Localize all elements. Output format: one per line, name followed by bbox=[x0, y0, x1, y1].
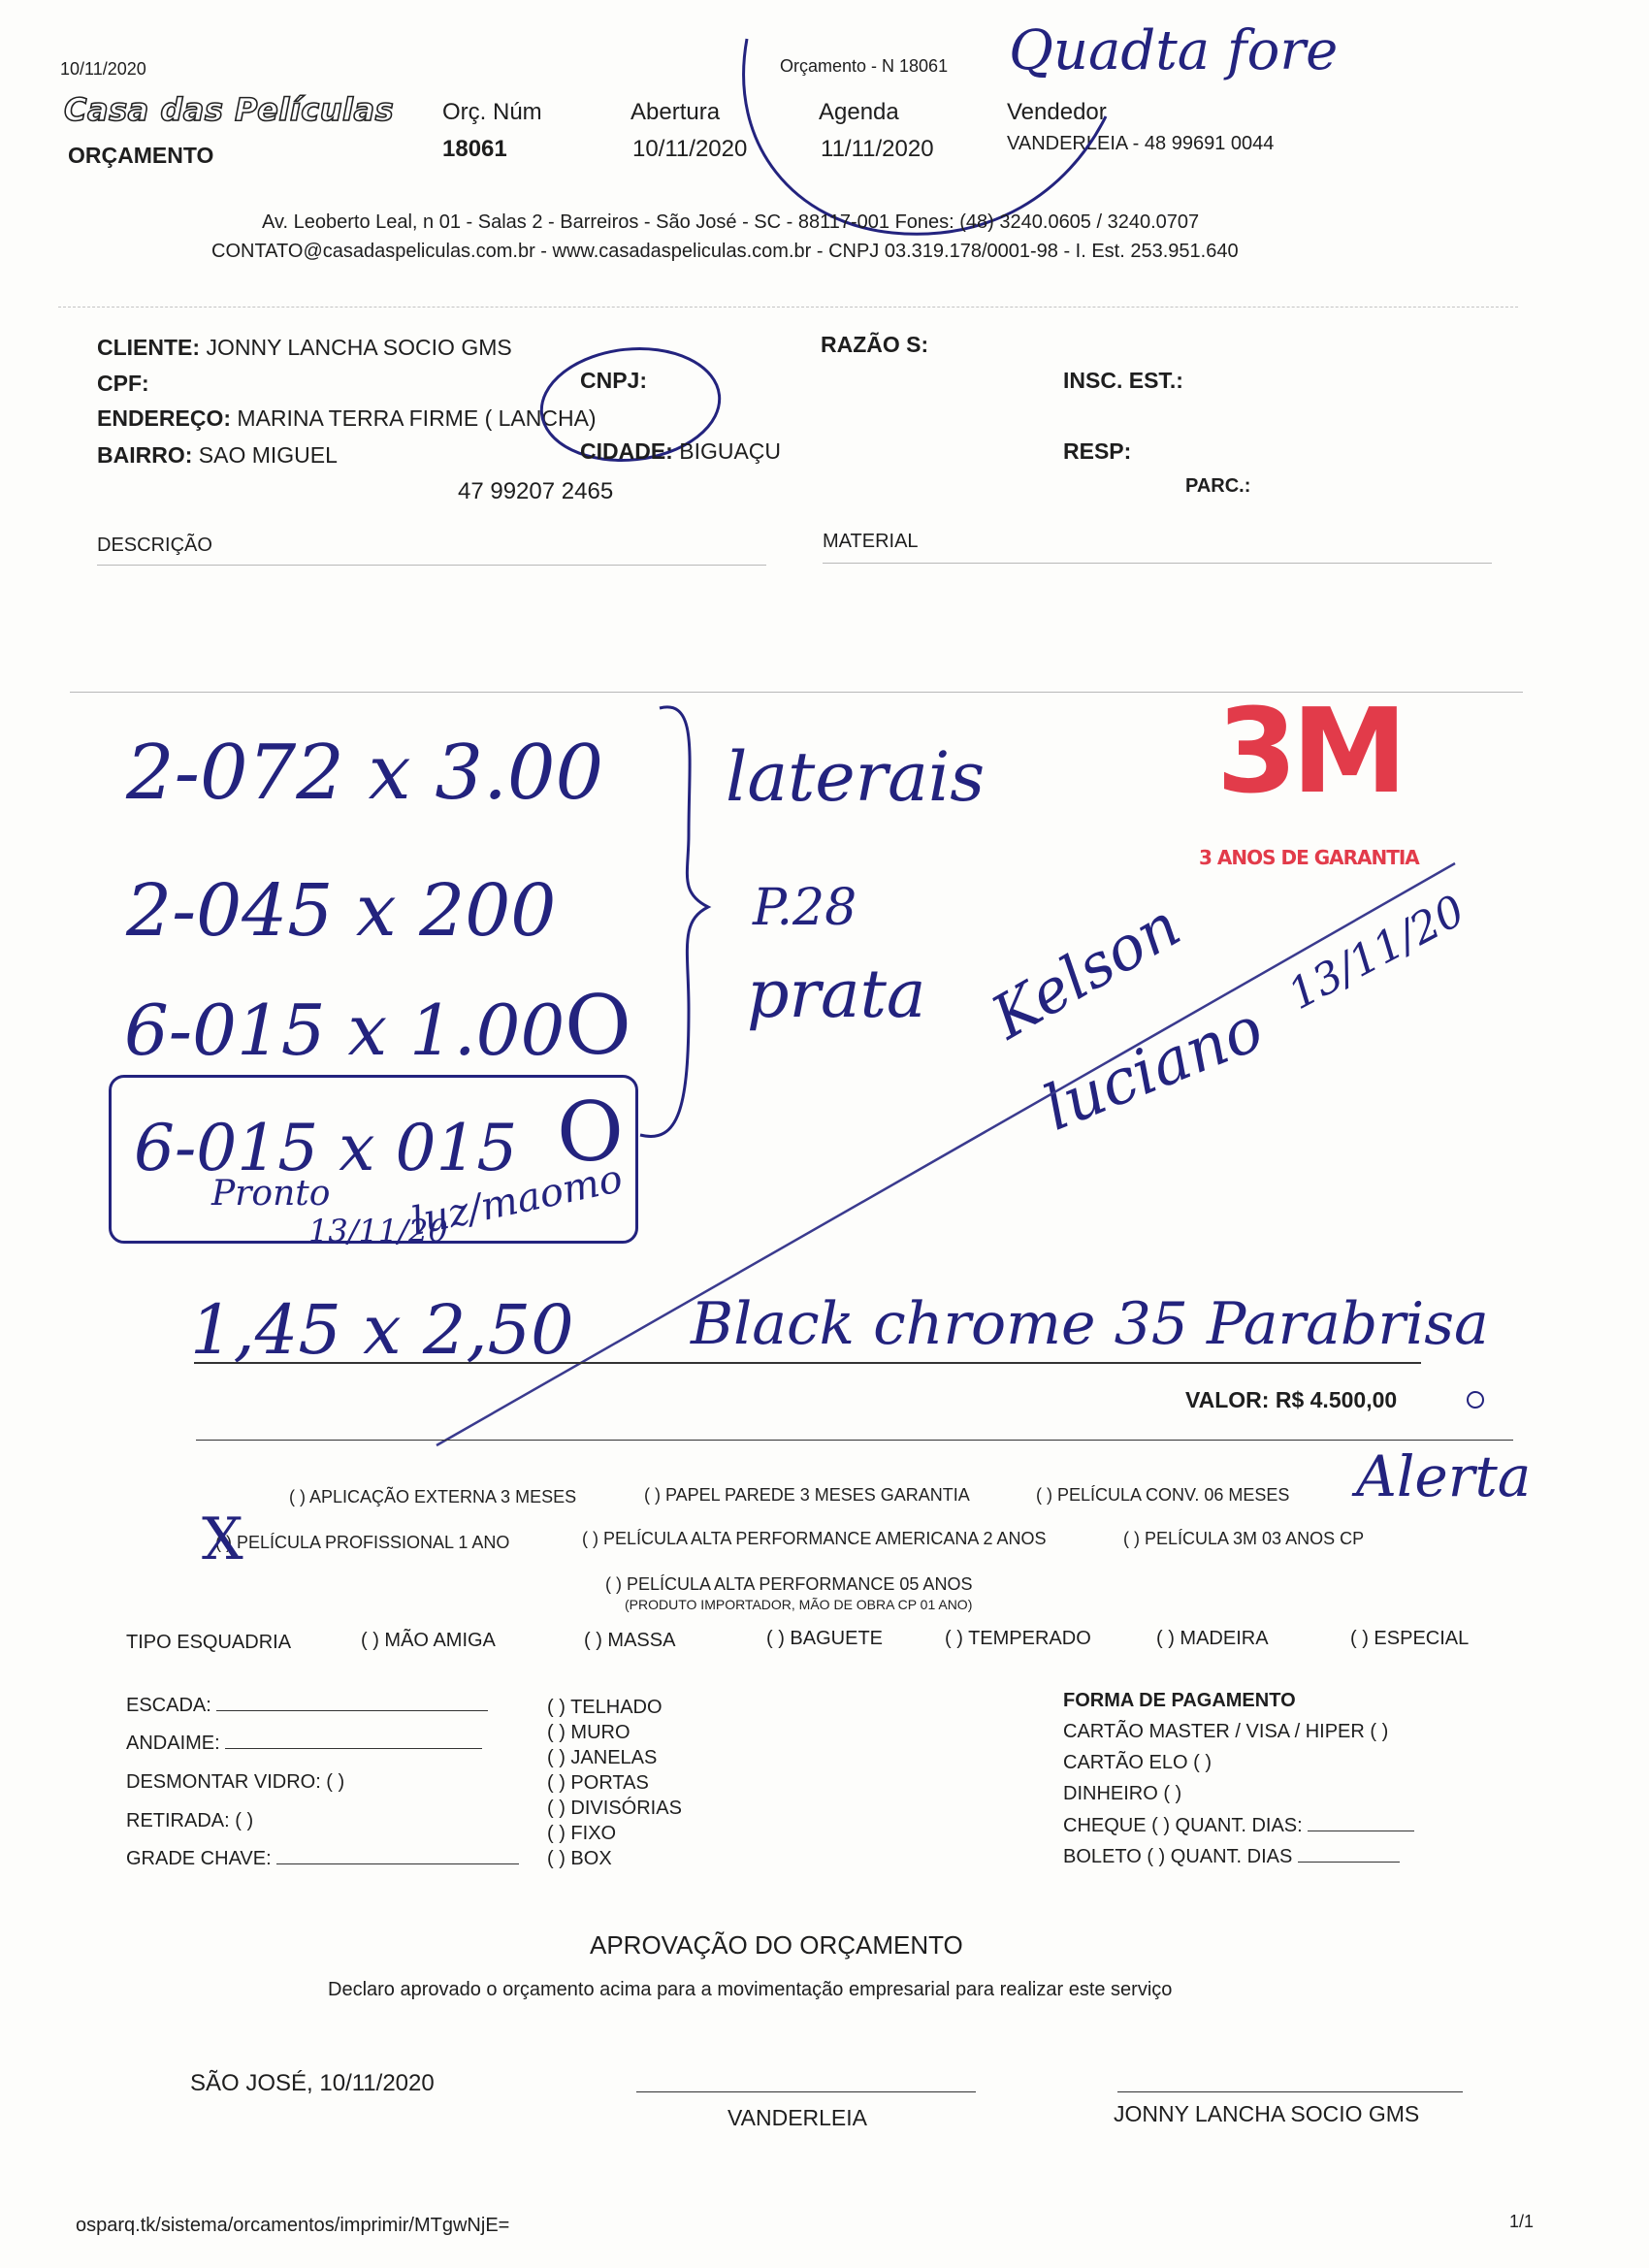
material-label: MATERIAL bbox=[823, 531, 919, 552]
payment-cartao-master[interactable]: CARTÃO MASTER / VISA / HIPER ( ) bbox=[1063, 1721, 1389, 1742]
agenda-label: Agenda bbox=[819, 99, 899, 125]
vendedor-value: VANDERLEIA - 48 99691 0044 bbox=[1007, 133, 1275, 154]
extra-portas[interactable]: ( ) PORTAS bbox=[547, 1772, 649, 1794]
extra-andaime bbox=[126, 1733, 482, 1755]
extra-retirada[interactable]: RETIRADA: ( ) bbox=[126, 1810, 254, 1831]
cidade-label: CIDADE: bbox=[580, 438, 673, 464]
hand-date-right: 13/11/20 bbox=[1280, 886, 1473, 1021]
option-aplicacao-externa[interactable]: ( ) APLICAÇÃO EXTERNA 3 MESES bbox=[289, 1487, 577, 1507]
orc-num-value: 18061 bbox=[442, 136, 507, 162]
payment-boleto bbox=[1063, 1846, 1400, 1868]
extra-divisorias[interactable]: ( ) DIVISÓRIAS bbox=[547, 1798, 682, 1819]
orcamento-ref: Orçamento - N 18061 bbox=[780, 56, 949, 76]
extra-muro[interactable]: ( ) MURO bbox=[547, 1722, 630, 1743]
insc-label: INSC. EST.: bbox=[1063, 368, 1183, 393]
esquadria-label: TIPO ESQUADRIA bbox=[126, 1632, 292, 1653]
hand-small-circle bbox=[1465, 1389, 1486, 1410]
hand-item-4: 6-015 x 015 bbox=[134, 1111, 518, 1185]
option-alta-performance-05-note: (PRODUTO IMPORTADOR, MÃO DE OBRA CP 01 ANO) bbox=[625, 1597, 973, 1612]
item-5-underline bbox=[194, 1362, 1421, 1364]
hand-item-3: 6-015 x 1.00 bbox=[124, 989, 566, 1071]
company-logo: Casa das Películas bbox=[64, 91, 395, 128]
option-pelicula-profissional[interactable]: ( ) PELÍCULA PROFISSIONAL 1 ANO bbox=[215, 1533, 510, 1552]
client-phone: 47 99207 2465 bbox=[458, 478, 614, 504]
extra-andaime-blank[interactable] bbox=[225, 1747, 482, 1749]
agenda-value: 11/11/2020 bbox=[821, 136, 934, 162]
payment-cartao-elo[interactable]: CARTÃO ELO ( ) bbox=[1063, 1752, 1212, 1773]
payment-cheque bbox=[1063, 1815, 1414, 1837]
descricao-label: DESCRIÇÃO bbox=[97, 535, 212, 556]
approval-declaration: Declaro aprovado o orçamento acima para a movimentação empresarial para realizar este serviço bbox=[328, 1979, 1173, 2000]
extra-escada-label: ESCADA: bbox=[126, 1695, 211, 1716]
cidade-value: BIGUAÇU bbox=[679, 438, 782, 464]
option-alta-performance-americana[interactable]: ( ) PELÍCULA ALTA PERFORMANCE AMERICANA 2 ANOS bbox=[582, 1529, 1047, 1548]
valor-amount: R$ 4.500,00 bbox=[1275, 1387, 1398, 1412]
esquadria-especial[interactable]: ( ) ESPECIAL bbox=[1350, 1628, 1470, 1649]
payment-cheque-dias-blank[interactable] bbox=[1308, 1830, 1414, 1831]
valor-row bbox=[1185, 1387, 1397, 1413]
payment-boleto-label[interactable]: BOLETO ( ) QUANT. DIAS bbox=[1063, 1846, 1293, 1867]
abertura-label: Abertura bbox=[630, 99, 721, 125]
logo-3m: 3M bbox=[1216, 685, 1402, 820]
handwritten-top-right: Quadta fore bbox=[1009, 19, 1339, 82]
extra-escada bbox=[126, 1695, 488, 1717]
extra-fixo[interactable]: ( ) FIXO bbox=[547, 1823, 617, 1844]
signature-vendor-name: VANDERLEIA bbox=[728, 2105, 868, 2130]
extra-andaime-label: ANDAIME: bbox=[126, 1733, 220, 1754]
hand-laterais: laterais bbox=[726, 737, 986, 817]
option-papel-parede[interactable]: ( ) PAPEL PAREDE 3 MESES GARANTIA bbox=[644, 1485, 970, 1505]
signature-line-client bbox=[1117, 2091, 1463, 2092]
footer-url[interactable]: osparq.tk/sistema/orcamentos/imprimir/MTgwNjE= bbox=[76, 2215, 510, 2236]
cliente-label: CLIENTE: bbox=[97, 335, 201, 360]
hand-alerta: Alerta bbox=[1356, 1443, 1532, 1509]
approval-title: APROVAÇÃO DO ORÇAMENTO bbox=[590, 1930, 963, 1960]
hand-x-mark: X bbox=[202, 1506, 243, 1573]
endereco-value: MARINA TERRA FIRME ( LANCHA) bbox=[237, 405, 597, 431]
resp-label: RESP: bbox=[1063, 438, 1132, 464]
extra-grade bbox=[126, 1848, 519, 1870]
extra-desmontar[interactable]: DESMONTAR VIDRO: ( ) bbox=[126, 1771, 345, 1793]
address-line-2: CONTATO@casadaspeliculas.com.br - www.casadaspeliculas.com.br - CNPJ 03.319.178/0001-98 - I. Est. 253.951.640 bbox=[211, 241, 1239, 262]
hand-note-pronto: Pronto bbox=[211, 1174, 331, 1214]
esquadria-baguete[interactable]: ( ) BAGUETE bbox=[766, 1628, 884, 1649]
hand-signature-k: Kelson bbox=[980, 889, 1192, 1053]
hand-circle-mark-2: O bbox=[557, 1085, 624, 1180]
orc-num-label: Orç. Núm bbox=[442, 99, 542, 125]
hand-item-1: 2-072 x 3.00 bbox=[126, 729, 604, 817]
hand-p28: P.28 bbox=[753, 879, 857, 937]
option-alta-performance-05[interactable]: ( ) PELÍCULA ALTA PERFORMANCE 05 ANOS bbox=[605, 1574, 973, 1594]
valor-label: VALOR: bbox=[1185, 1387, 1270, 1412]
payment-title: FORMA DE PAGAMENTO bbox=[1063, 1690, 1296, 1711]
valor-underline bbox=[196, 1440, 1513, 1441]
approval-place-date: SÃO JOSÉ, 10/11/2020 bbox=[190, 2070, 435, 2096]
hand-prata: prata bbox=[747, 956, 926, 1033]
hand-item-5: 1,45 x 2,50 bbox=[190, 1290, 574, 1370]
option-pelicula-conv[interactable]: ( ) PELÍCULA CONV. 06 MESES bbox=[1036, 1485, 1290, 1505]
extra-janelas[interactable]: ( ) JANELAS bbox=[547, 1747, 658, 1768]
payment-cheque-label[interactable]: CHEQUE ( ) QUANT. DIAS: bbox=[1063, 1815, 1303, 1836]
extra-escada-blank[interactable] bbox=[216, 1709, 488, 1711]
signature-line-vendor bbox=[636, 2091, 976, 2092]
cliente-value: JONNY LANCHA SOCIO GMS bbox=[206, 335, 512, 360]
esquadria-temperado[interactable]: ( ) TEMPERADO bbox=[945, 1628, 1091, 1649]
cnpj-label: CNPJ: bbox=[580, 368, 648, 393]
hand-item-5-desc: Black chrome 35 Parabrisa bbox=[691, 1290, 1489, 1358]
print-date: 10/11/2020 bbox=[60, 59, 146, 79]
option-pelicula-3m[interactable]: ( ) PELÍCULA 3M 03 ANOS CP bbox=[1123, 1529, 1365, 1548]
vendedor-label: Vendedor bbox=[1007, 99, 1107, 125]
extra-grade-label: GRADE CHAVE: bbox=[126, 1848, 272, 1869]
footer-page: 1/1 bbox=[1509, 2212, 1535, 2231]
hand-note-luz: luz/maomo bbox=[407, 1156, 627, 1245]
esquadria-massa[interactable]: ( ) MASSA bbox=[584, 1630, 676, 1651]
logo-3m-warranty: 3 ANOS DE GARANTIA bbox=[1199, 846, 1419, 869]
hand-circle-mark-1: O bbox=[565, 978, 631, 1073]
extra-grade-blank[interactable] bbox=[276, 1863, 519, 1864]
parc-label: PARC.: bbox=[1185, 475, 1251, 497]
bairro-label: BAIRRO: bbox=[97, 442, 193, 468]
extra-box[interactable]: ( ) BOX bbox=[547, 1848, 612, 1869]
esquadria-mao-amiga[interactable]: ( ) MÃO AMIGA bbox=[361, 1630, 496, 1651]
razao-label: RAZÃO S: bbox=[821, 332, 929, 357]
bairro-value: SAO MIGUEL bbox=[198, 442, 338, 468]
endereco-label: ENDEREÇO: bbox=[97, 405, 232, 431]
signature-client-name: JONNY LANCHA SOCIO GMS bbox=[1114, 2101, 1420, 2126]
hand-note-date: 13/11/20 bbox=[308, 1213, 448, 1249]
hand-signature-luciano: luciano bbox=[1034, 992, 1274, 1146]
doc-title: ORÇAMENTO bbox=[68, 143, 214, 168]
address-line-1: Av. Leoberto Leal, n 01 - Salas 2 - Barreiros - São José - SC - 88117-001 Fones: (48) 3240.0605 / 3240.0707 bbox=[262, 211, 1200, 233]
esquadria-madeira[interactable]: ( ) MADEIRA bbox=[1156, 1628, 1269, 1649]
cpf-label: CPF: bbox=[97, 371, 149, 396]
extra-telhado[interactable]: ( ) TELHADO bbox=[547, 1697, 663, 1718]
hand-item-2: 2-045 x 200 bbox=[126, 869, 557, 953]
payment-boleto-dias-blank[interactable] bbox=[1298, 1861, 1400, 1863]
payment-dinheiro[interactable]: DINHEIRO ( ) bbox=[1063, 1783, 1182, 1804]
abertura-value: 10/11/2020 bbox=[632, 136, 748, 162]
